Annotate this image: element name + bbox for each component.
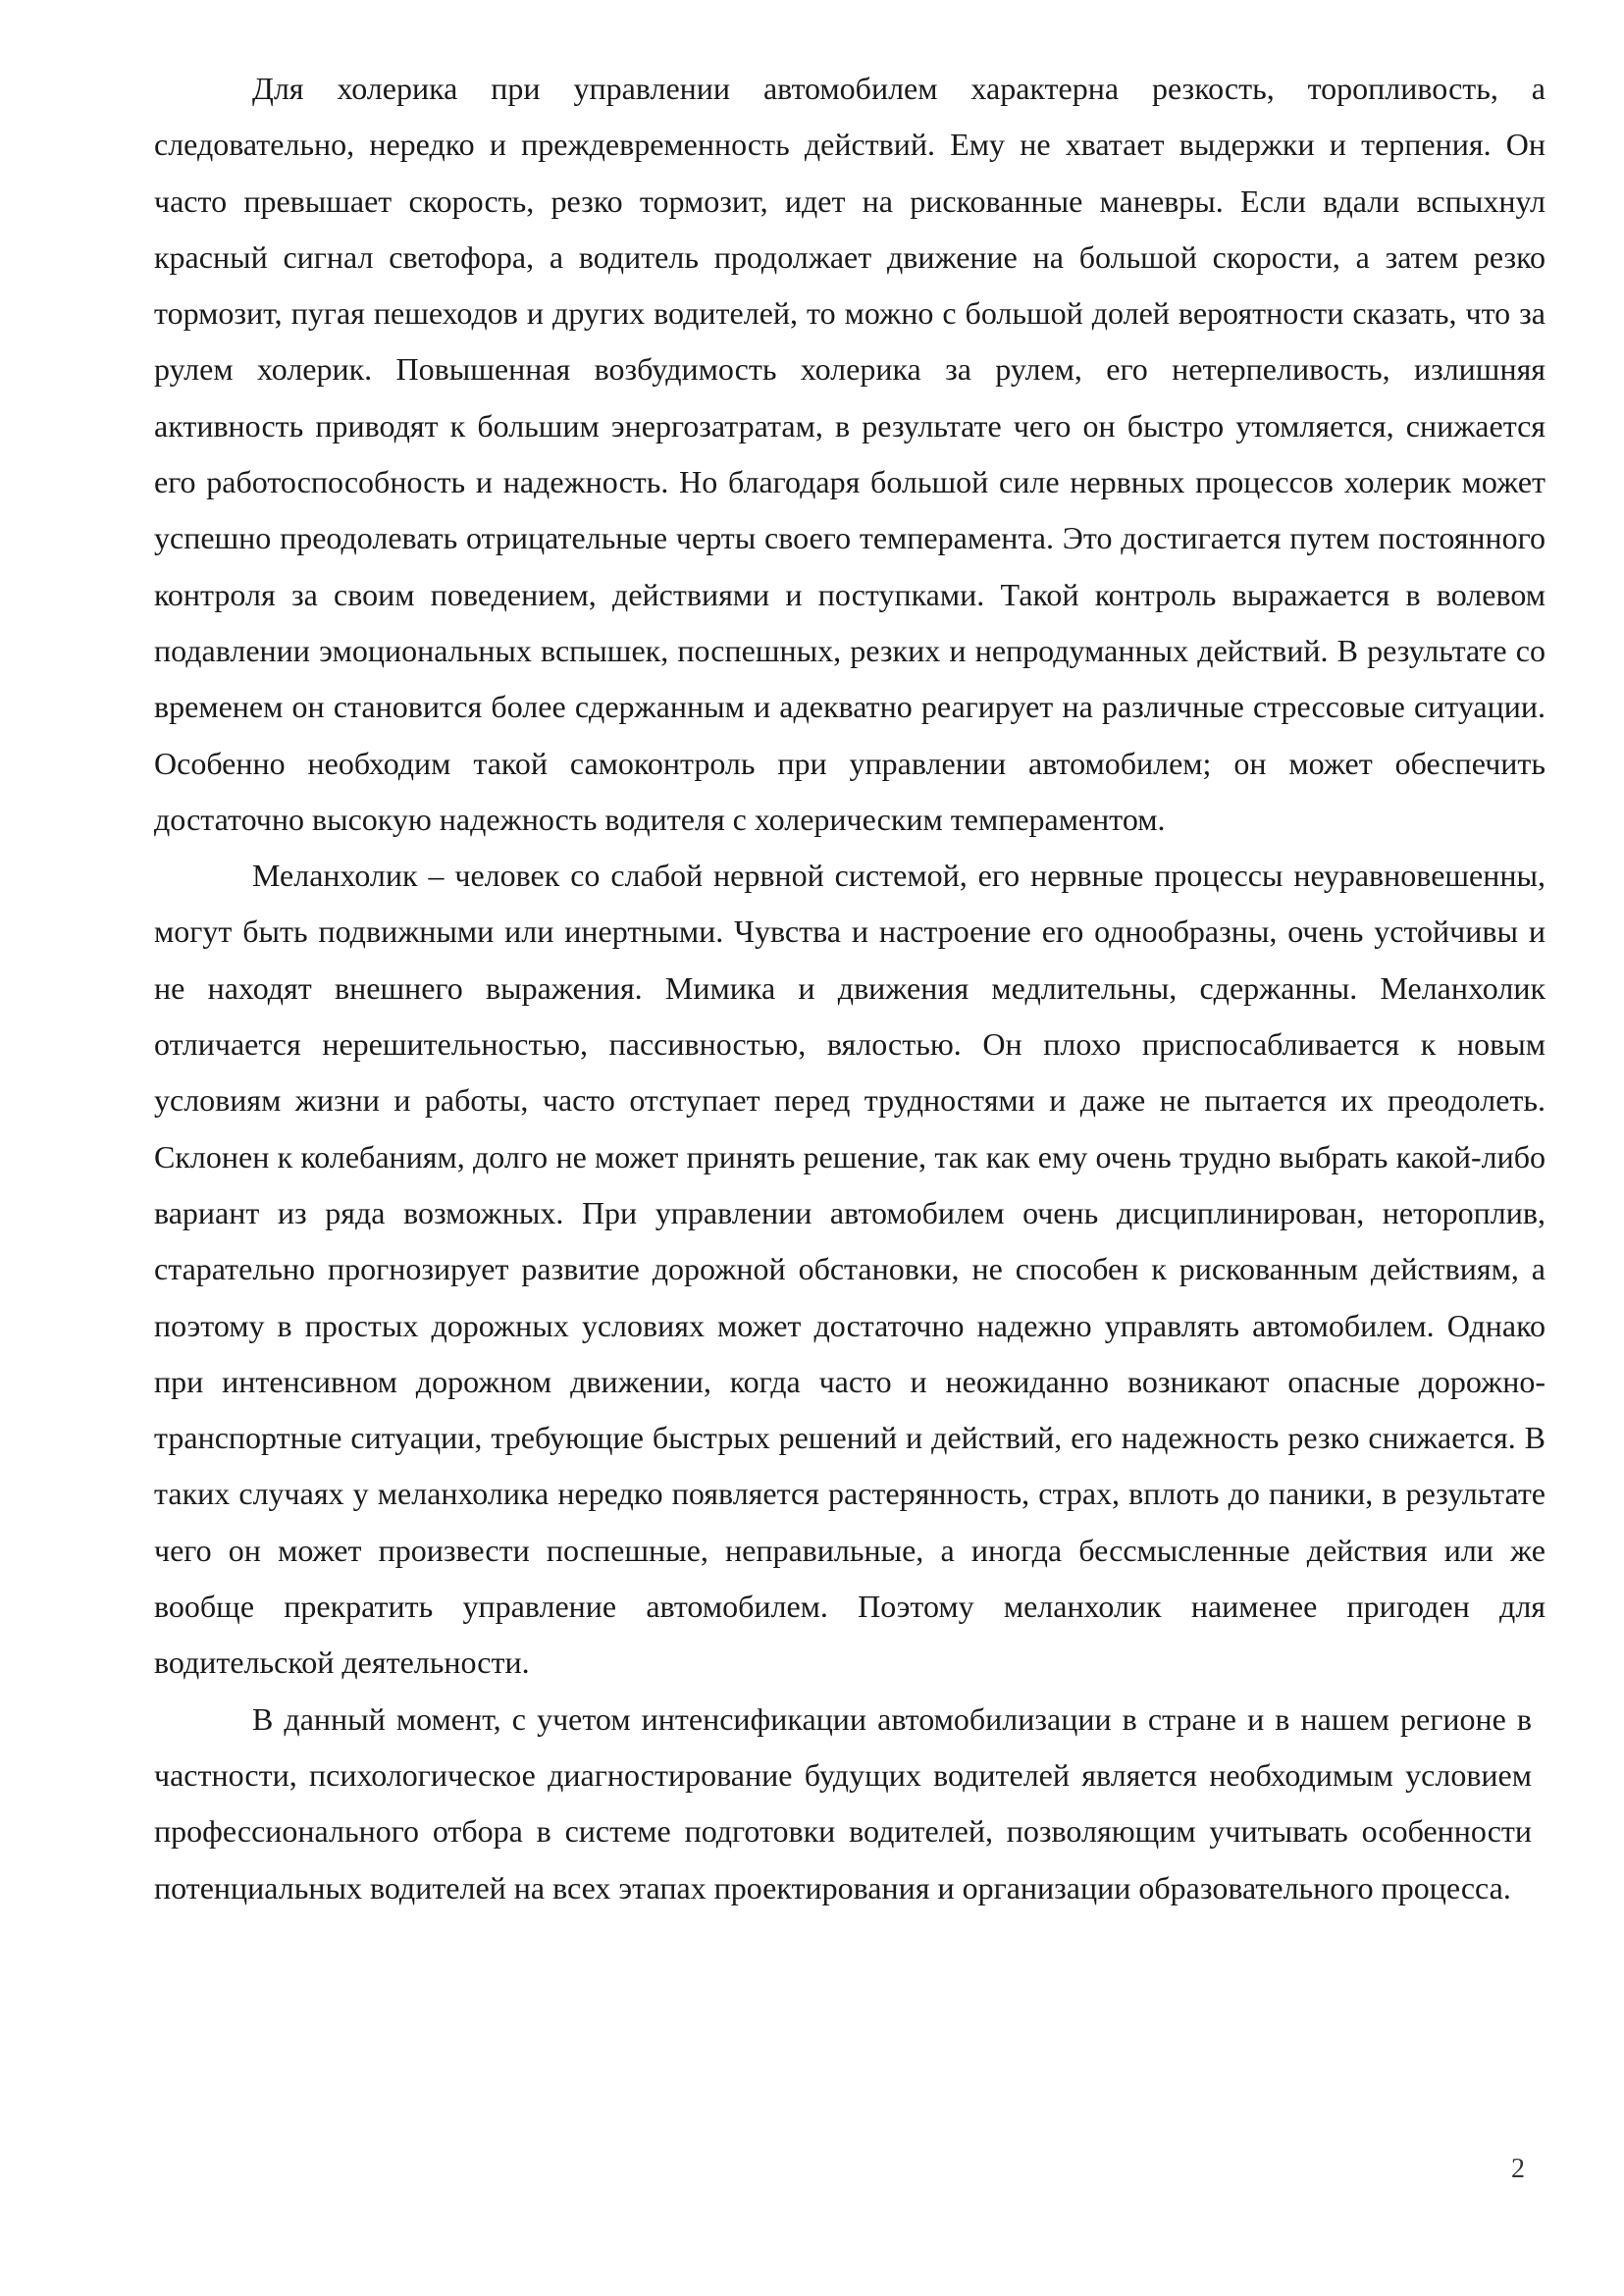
paragraph-conclusion: В данный момент, с учетом интенсификации автомобилизации в стране и в нашем регионе в частности, психологическое диагностирование будущих водителей является необходимым условием профессионального отбора в системе подготовки водителей, позволяющим учитывать особенности потенциальных водителей на всех этапах проектирования и организации образовательного процесса.	[154, 1700, 1532, 1905]
paragraph-choleric: Для холерика при управлении автомобилем характерна резкость, торопливость, а следовательно, нередко и преждевременность действий. Ему не хватает выдержки и терпения. Он часто превышает скорость, резко тормозит, идет на рискованные маневры. Если вдали вспыхнул красный сигнал светофора, а водитель продолжает движение на большой скорости, а затем резко тормозит, пугая пешеходов и других водителей, то можно с большой долей вероятности сказать, что за рулем холерик. Повышенная возбудимость холерика за рулем, его нетерпеливость, излишняя активность приводят к большим энергозатратам, в результате чего он быстро утомляется, снижается его работоспособность и надежность. Но благодаря большой силе нервных процессов холерик может успешно преодолевать отрицательные черты своего темперамента. Это достигается путем постоянного контроля за своим поведением, действиями и поступками. Такой контроль выражается в волевом подавлении эмоциональных вспышек, поспешных, резких и непродуманных действий. В результате со временем он становится более сдержанным и адекватно реагирует на различные стрессовые ситуации. Особенно необходим такой самоконтроль при управлении автомобилем; он может обеспечить достаточно высокую надежность водителя с холерическим темпераментом.	[154, 71, 1545, 837]
paragraph-melancholic: Меланхолик – человек со слабой нервной системой, его нервные процессы неуравновешенны, могут быть подвижными или инертными. Чувства и настроение его однообразны, очень устойчивы и не находят внешнего выражения. Мимика и движения медлительны, сдержанны. Меланхолик отличается нерешительностью, пассивностью, вялостью. Он плохо приспосабливается к новым условиям жизни и работы, часто отступает перед трудностями и даже не пытается их преодолеть. Склонен к колебаниям, долго не может принять решение, так как ему очень трудно выбрать какой-либо вариант из ряда возможных. При управлении автомобилем очень дисциплинирован, нетороплив, старательно прогнозирует развитие дорожной обстановки, не способен к рискованным действиям, а поэтому в простых дорожных условиях может достаточно надежно управлять автомобилем. Однако при интенсивном дорожном движении, когда часто и неожиданно возникают опасные дорожно-транспортные ситуации, требующие быстрых решений и действий, его надежность резко снижается. В таких случаях у меланхолика нередко появляется растерянность, страх, вплоть до паники, в результате чего он может произвести поспешные, неправильные, а иногда бессмысленные действия или же вообще прекратить управление автомобилем. Поэтому меланхолик наименее пригоден для водительской деятельности.	[154, 858, 1545, 1681]
document-page	[154, 61, 1545, 1916]
page-number: 2	[1511, 2154, 1525, 2184]
